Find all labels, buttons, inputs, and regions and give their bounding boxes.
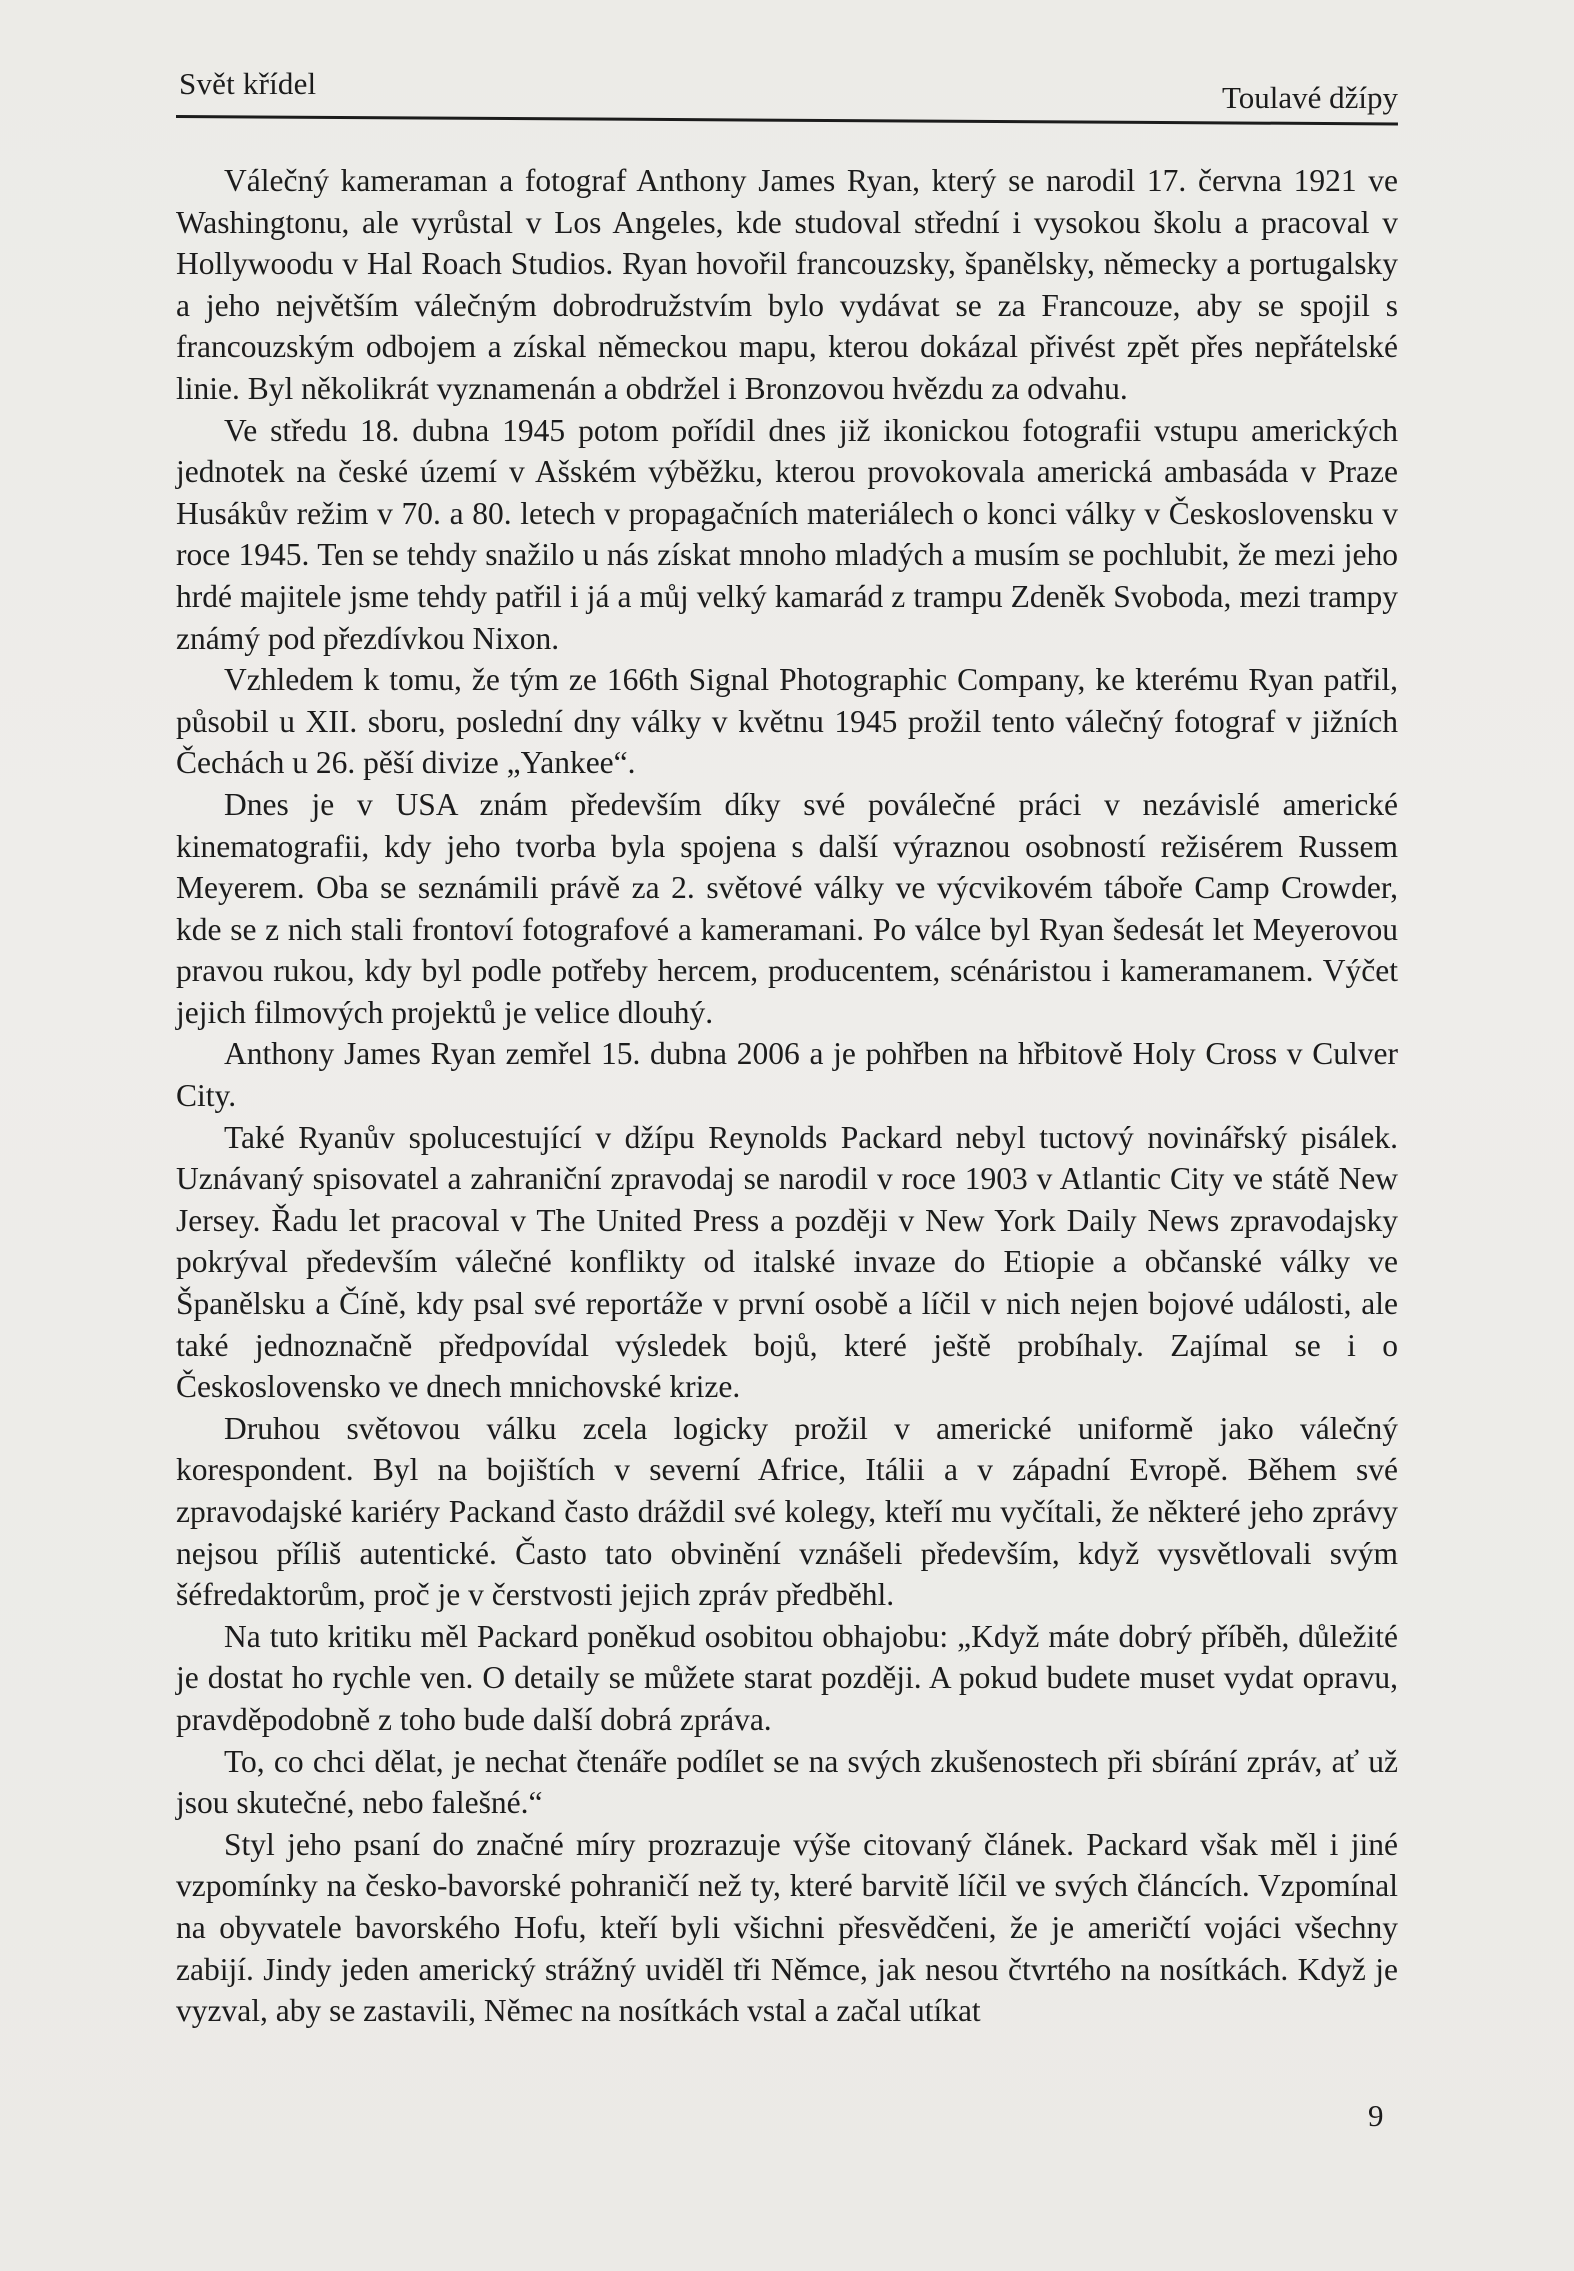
paragraph-6: Také Ryanův spolucestující v džípu Reynolds Packard nebyl tuctový novinářský pisálek. Uznávaný spisovatel a zahraniční zpravodaj se narodil v roce 1903 v Atlantic City ve státě New Jersey. Řadu let pracoval v The United Press a později v New York Daily News zpravodajsky pokrýval především válečné konflikty od italské invaze do Etiopie a občanské války ve Španělsku a Číně, kdy psal své reportáže v první osobě a líčil v nich nejen bojové události, ale také jednoznačně předpovídal výsledek bojů, které ještě probíhaly. Zajímal se i o Československo ve dnech mnichovské krize.: [176, 1119, 1398, 1405]
header-book-title: Svět křídel: [179, 66, 317, 101]
header-chapter-title: Toulavé džípy: [1221, 80, 1398, 115]
paragraph-4: Dnes je v USA znám především díky své poválečné práci v nezávislé americké kinematografii, kdy jeho tvorba byla spojena s další výraznou osobností režisérem Russem Meyerem. Oba se seznámili právě za 2. světové války ve výcvikovém táboře Camp Crowder, kde se z nich stali frontoví fotografové a kameramani. Po válce byl Ryan šedesát let Meyerovou pravou rukou, kdy byl podle potřeby hercem, producentem, scénáristou i kameramanem. Výčet jejich filmových projektů je velice dlouhý.: [176, 786, 1398, 1030]
paragraph-2: Ve středu 18. dubna 1945 potom pořídil dnes již ikonickou fotografii vstupu amerických jednotek na české území v Ašském výběžku, kterou provokovala americká ambasáda v Praze Husákův režim v 70. a 80. letech v propagačních materiálech o konci války v Československu v roce 1945. Ten se tehdy snažilo u nás získat mnoho mladých a musím se pochlubit, že mezi jeho hrdé majitele jsme tehdy patřil i já a můj velký kamarád z trampu Zdeněk Svoboda, mezi trampy známý pod přezdívkou Nixon.: [176, 412, 1398, 656]
body-text: [176, 160, 1398, 2032]
running-header: [176, 64, 1398, 126]
header-rule: [176, 115, 1398, 125]
paragraph-7: Druhou světovou válku zcela logicky prožil v americké uniformě jako válečný korespondent. Byl na bojištích v severní Africe, Itálii a v západní Evropě. Během své zpravodajské kariéry Packand často dráždil své kolegy, kteří mu vyčítali, že některé jeho zprávy nejsou příliš autentické. Často tato obvinění vznášeli především, když vysvětlovali svým šéfredaktorům, proč je v čerstvosti jejich zpráv předběhl.: [176, 1410, 1398, 1613]
paragraph-1: Válečný kameraman a fotograf Anthony James Ryan, který se narodil 17. června 1921 ve Washingtonu, ale vyrůstal v Los Angeles, kde studoval střední i vysokou školu a pracoval v Hollywoodu v Hal Roach Studios. Ryan hovořil francouzsky, španělsky, německy a portugalsky a jeho největším válečným dobrodružstvím bylo vydávat se za Francouze, aby se spojil s francouzským odbojem a získal německou mapu, kterou dokázal přivést zpět přes nepřátelské linie. Byl několikrát vyznamenán a obdržel i Bronzovou hvězdu za odvahu.: [176, 163, 1398, 406]
paragraph-8: Na tuto kritiku měl Packard poněkud osobitou obhajobu: „Když máte dobrý příběh, důležité je dostat ho rychle ven. O detaily se můžete starat později. A pokud budete muset vydat opravu, pravděpodobně z toho bude další dobrá zpráva.: [176, 1618, 1398, 1737]
paragraph-10: Styl jeho psaní do značné míry prozrazuje výše citovaný článek. Packard však měl i jiné vzpomínky na česko-bavorské pohraničí než ty, které barvitě líčil ve svých článcích. Vzpomínal na obyvatele bavorského Hofu, kteří byli všichni přesvědčeni, že je američtí vojáci všechny zabijí. Jindy jeden americký strážný uviděl tři Němce, jak nesou čtvrtého na nosítkách. Když je vyzval, aby se zastavili, Němec na nosítkách vstal a začal utíkat: [176, 1826, 1398, 2029]
paragraph-9: To, co chci dělat, je nechat čtenáře podílet se na svých zkušenostech při sbírání zpráv, ať už jsou skutečné, nebo falešné.“: [176, 1743, 1398, 1821]
paragraph-3: Vzhledem k tomu, že tým ze 166th Signal Photographic Company, ke kterému Ryan patřil, působil u XII. sboru, poslední dny války v květnu 1945 prožil tento válečný fotograf v jižních Čechách u 26. pěší divize „Yankee“.: [176, 662, 1398, 781]
page-number: 9: [1368, 2098, 1384, 2133]
paragraph-5: Anthony James Ryan zemřel 15. dubna 2006 a je pohřben na hřbitově Holy Cross v Culver City.: [176, 1036, 1398, 1114]
